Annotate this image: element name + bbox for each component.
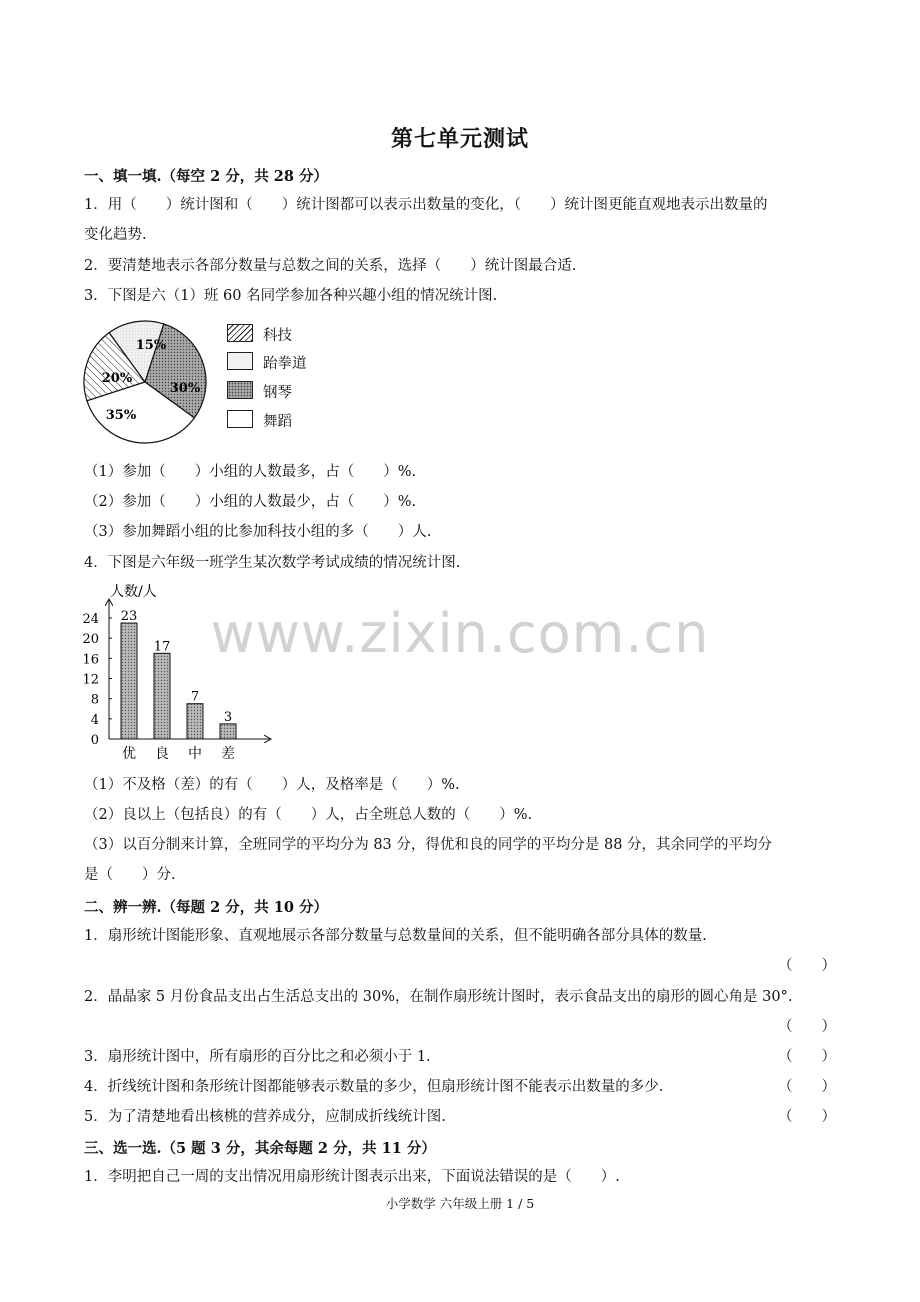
bar <box>187 704 203 739</box>
question-4: 4．下图是六年级一班学生某次数学考试成绩的情况统计图. <box>84 555 461 571</box>
y-tick-label: 8 <box>90 692 99 708</box>
y-tick-label: 0 <box>90 733 99 748</box>
x-category-label: 差 <box>221 746 235 762</box>
pie-chart <box>80 318 215 450</box>
question-1-line-2: 变化趋势. <box>84 227 147 243</box>
watermark: www.zixin.com.cn <box>210 602 710 665</box>
question-4-sub-3-line-1: （3）以百分制来计算，全班同学的平均分为 83 分，得优和良的同学的平均分是 88 分，其余同学的平均分 <box>84 837 773 853</box>
legend-swatch-dance <box>227 410 253 428</box>
x-category-label: 良 <box>155 746 169 762</box>
x-category-label: 优 <box>122 746 136 762</box>
question-2: 2．要清楚地表示各部分数量与总数之间的关系，选择（ ）统计图最合适. <box>84 258 577 274</box>
question-3-sub-2: （2）参加（ ）小组的人数最少，占（ ）%. <box>84 494 417 510</box>
page-footer: 小学数学 六年级上册 1 / 5 <box>385 1196 535 1211</box>
question-1-line-1: 1．用（ ）统计图和（ ）统计图都可以表示出数量的变化，（ ）统计图更能直观地表示出数量的 <box>84 197 768 213</box>
section-fill-heading: 一、填一填.（每空 2 分，共 28 分） <box>84 168 329 185</box>
legend-label-taekwondo: 跆拳道 <box>263 356 307 372</box>
judge-item-2: 2．晶晶家 5 月份食品支出占生活总支出的 30%，在制作扇形统计图时，表示食品支出的扇形的圆心角是 30°. <box>84 989 793 1005</box>
section-judge-heading: 二、辨一辨.（每题 2 分，共 10 分） <box>84 899 329 916</box>
legend-swatch-keji <box>227 324 253 342</box>
judge-bracket-1[interactable]: （ ） <box>778 958 836 974</box>
pie-slice-dance-label: 35% <box>105 408 137 423</box>
y-tick-label: 20 <box>82 632 99 648</box>
question-3-sub-3: （3）参加舞蹈小组的比参加科技小组的多（ ）人. <box>84 524 432 540</box>
legend-label-dance: 舞蹈 <box>263 414 292 430</box>
judge-bracket-2[interactable]: （ ） <box>778 1019 836 1035</box>
legend-swatch-taekwondo <box>227 352 253 370</box>
question-3: 3．下图是六（1）班 60 名同学参加各种兴趣小组的情况统计图. <box>84 288 498 304</box>
choice-question-1: 1．李明把自己一周的支出情况用扇形统计图表示出来，下面说法错误的是（ ）. <box>84 1169 620 1185</box>
section-choice-heading: 三、选一选.（5 题 3 分，其余每题 2 分，共 11 分） <box>84 1140 436 1157</box>
y-tick-label: 12 <box>82 672 99 688</box>
bar-value-label: 17 <box>153 639 171 655</box>
y-axis-label: 人数/人 <box>110 584 157 600</box>
question-4-sub-1: （1）不及格（差）的有（ ）人，及格率是（ ）%. <box>84 777 460 793</box>
bar-value-label: 7 <box>190 689 200 705</box>
legend-label-keji: 科技 <box>263 328 292 344</box>
bar-value-label: 3 <box>223 709 233 725</box>
judge-bracket-4[interactable]: （ ） <box>778 1079 836 1095</box>
bar <box>220 724 236 739</box>
y-tick-label: 4 <box>90 712 99 728</box>
judge-bracket-3[interactable]: （ ） <box>778 1049 836 1065</box>
pie-slice-taekwondo-label: 15% <box>135 338 167 353</box>
pie-slice-piano-label: 30% <box>169 381 201 396</box>
judge-bracket-5[interactable]: （ ） <box>778 1109 836 1125</box>
judge-item-5: 5．为了清楚地看出核桃的营养成分，应制成折线统计图. <box>84 1109 446 1125</box>
legend-label-piano: 钢琴 <box>263 385 292 401</box>
legend-swatch-piano <box>227 381 253 399</box>
y-tick-label: 24 <box>82 612 99 627</box>
question-3-sub-1: （1）参加（ ）小组的人数最多，占（ ）%. <box>84 464 417 480</box>
pie-slice-keji-label: 20% <box>101 371 133 386</box>
bar-value-label: 23 <box>120 609 138 625</box>
x-category-label: 中 <box>188 746 202 762</box>
question-4-sub-2: （2）良以上（包括良）的有（ ）人，占全班总人数的（ ）%. <box>84 807 533 823</box>
page-title: 第七单元测试 <box>390 126 529 152</box>
judge-item-3: 3．扇形统计图中，所有扇形的百分比之和必须小于 1. <box>84 1049 431 1065</box>
judge-item-4: 4．折线统计图和条形统计图都能够表示数量的多少，但扇形统计图不能表示出数量的多少. <box>84 1079 664 1095</box>
y-tick-label: 16 <box>82 652 99 668</box>
bar <box>154 653 170 739</box>
judge-item-1: 1．扇形统计图能形象、直观地展示各部分数量与总数量间的关系，但不能明确各部分具体的数量. <box>84 928 707 944</box>
question-4-sub-3-line-2: 是（ ）分. <box>84 867 176 883</box>
